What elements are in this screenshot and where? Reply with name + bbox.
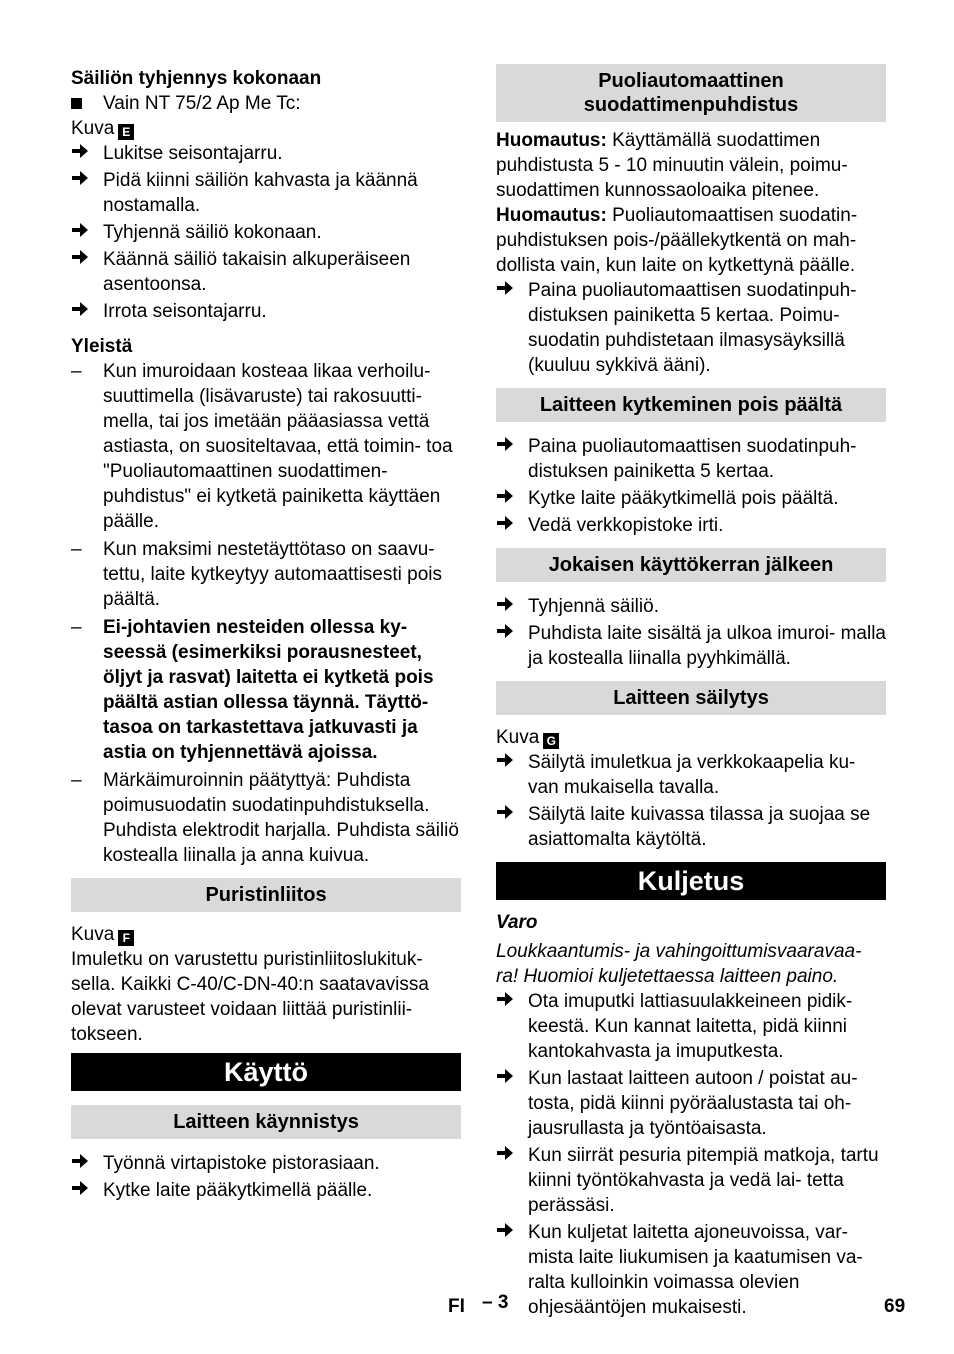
arrow-right-icon xyxy=(496,621,520,646)
clamp-connection-text: Imuletku on varustettu puristinliitoslukituk- sella. Kaikki C-40/C-DN-40:n saatavavissa olevat varusteet voidaan liittää puristinlii- tokseen. xyxy=(71,949,429,1045)
section-header-switch-off: Laitteen kytkeminen pois päältä xyxy=(496,388,886,422)
section-header-storage: Laitteen säilytys xyxy=(496,681,886,715)
caution-label: Varo xyxy=(496,912,538,933)
step-item: Työnnä virtapistoke pistorasiaan. xyxy=(71,1151,461,1176)
dash-bullet: – xyxy=(71,770,82,791)
section-header-semi-auto-filter-cleaning: Puoliautomaattinen suodattimenpuhdistus xyxy=(496,64,886,122)
step-list xyxy=(71,141,461,324)
note-paragraph: Huomautus: Käyttämällä suodattimen puhdistusta 5 - 10 minuutin välein, poimu- suodattimen kunnossaoloaika pitenee. xyxy=(496,130,848,201)
page-number: 69 xyxy=(884,1296,906,1317)
dash-item: – Kun maksimi nestetäyttötaso on saavu- tettu, laite kytkeytyy automaattisesti pois päältä. xyxy=(71,539,442,610)
arrow-right-icon xyxy=(496,1066,520,1091)
arrow-right-icon xyxy=(71,299,95,324)
figure-letter-badge: F xyxy=(118,930,134,946)
step-item: Kytke laite pääkytkimellä pois päältä. xyxy=(496,486,886,511)
step-item: Käännä säiliö takaisin alkuperäiseen asentoonsa. xyxy=(71,247,461,297)
dash-item: – Kun imuroidaan kosteaa likaa verhoilu- suuttimella (lisävaruste) tai rakosuutti- mella, tai jos imetään pääasiassa vettä astiasta, on suositeltavaa, että toimin- toa "Puoliautomaattinen suodattimen- puhdistus" ei kytketä painiketta käyttäen päälle. xyxy=(71,361,453,532)
chapter-header-transport: Kuljetus xyxy=(496,862,886,900)
note-label: Huomautus: xyxy=(496,130,607,151)
dash-bullet: – xyxy=(71,361,82,382)
arrow-right-icon xyxy=(496,1220,520,1245)
step-list xyxy=(496,594,886,671)
step-item: Irrota seisontajarru. xyxy=(71,299,461,324)
step-item: Paina puoliautomaattisen suodatinpuh- distuksen painiketta 5 kertaa. Poimu- suodatin puhdistetaan ilmasysäyksillä (kuuluu sykkivä ääni). xyxy=(496,278,886,378)
arrow-right-icon xyxy=(71,220,95,245)
note-paragraph: Huomautus: Puoliautomaattisen suodatin- puhdistuksen pois-/päällekytkentä on mah- dollista vain, kun laite on kytkettynä päälle. xyxy=(496,205,858,276)
section-number: – 3 xyxy=(482,1292,509,1313)
step-item: Kun kuljetat laitetta ajoneuvoissa, var- mista laite liukumisen ja kaatumisen va- ralta kulloinkin voimassa olevien ohjesääntöjen mukaisesti. xyxy=(496,1220,886,1320)
step-item: Tyhjennä säiliö. xyxy=(496,594,886,619)
step-item: Kytke laite pääkytkimellä päälle. xyxy=(71,1178,461,1203)
dash-bullet: – xyxy=(71,539,82,560)
dash-bullet: – xyxy=(71,617,82,638)
chapter-header-operation: Käyttö xyxy=(71,1053,461,1091)
step-list xyxy=(71,1151,461,1203)
square-bullet-icon xyxy=(71,91,95,116)
figure-reference: Kuva F xyxy=(71,922,461,947)
step-item: Puhdista laite sisältä ja ulkoa imuroi- malla ja kostealla liinalla pyyhkimällä. xyxy=(496,621,886,671)
step-list xyxy=(496,750,886,852)
section-header-startup: Laitteen käynnistys xyxy=(71,1105,461,1139)
figure-letter-badge: G xyxy=(543,733,559,749)
section-title-tank-emptying: Säiliön tyhjennys kokonaan xyxy=(71,68,322,89)
step-item: Kun lastaat laitteen autoon / poistat au- tosta, pidä kiinni pyöräalustasta tai oh- jausrullasta ja työntöaisasta. xyxy=(496,1066,886,1141)
arrow-right-icon xyxy=(496,486,520,511)
dash-list xyxy=(71,359,461,868)
step-item: Ota imuputki lattiasuulakkeineen pidik- keestä. Kun kannat laitetta, pidä kiinni kantokahvasta ja imuputkesta. xyxy=(496,989,886,1064)
arrow-right-icon xyxy=(496,802,520,827)
section-title-general: Yleistä xyxy=(71,336,133,357)
step-item: Säilytä laite kuivassa tilassa ja suojaa se asiattomalta käytöltä. xyxy=(496,802,886,852)
step-item: Kun siirrät pesuria pitempiä matkoja, tartu kiinni työntökahvasta ja vedä lai- tetta perässäsi. xyxy=(496,1143,886,1218)
figure-reference: Kuva G xyxy=(496,725,886,750)
arrow-right-icon xyxy=(71,247,95,272)
dash-item: – Ei-johtavien nesteiden ollessa ky- seessä (esimerkiksi porausnesteet, öljyt ja rasvat) laitetta ei kytketä pois päältä astian ollessa täynnä. Täyttö- tasoa on tarkastettava jatkuvasti ja astia on tyhjennettävä ajoissa. xyxy=(71,617,434,763)
arrow-right-icon xyxy=(496,594,520,619)
section-header-clamp-connection: Puristinliitos xyxy=(71,878,461,912)
note-label: Huomautus: xyxy=(496,205,607,226)
arrow-right-icon xyxy=(71,1151,95,1176)
page-footer xyxy=(0,1292,954,1326)
step-item: Pidä kiinni säiliön kahvasta ja käännä nostamalla. xyxy=(71,168,461,218)
step-item: Paina puoliautomaattisen suodatinpuh- distuksen painiketta 5 kertaa. xyxy=(496,434,886,484)
step-item: Vedä verkkopistoke irti. xyxy=(496,513,886,538)
step-item: Tyhjennä säiliö kokonaan. xyxy=(71,220,461,245)
arrow-right-icon xyxy=(496,750,520,775)
language-code: FI xyxy=(448,1296,465,1317)
right-column xyxy=(496,64,886,1320)
arrow-right-icon xyxy=(71,141,95,166)
dash-item: – Märkäimuroinnin päätyttyä: Puhdista poimusuodatin suodatinpuhdistuksella. Puhdista elektrodit harjalla. Puhdista säiliö kostealla liinalla ja anna kuivua. xyxy=(71,770,459,866)
step-item: Lukitse seisontajarru. xyxy=(71,141,461,166)
figure-reference: Kuva E xyxy=(71,116,461,141)
caution-text: Loukkaantumis- ja vahingoittumisvaaravaa- ra! Huomioi kuljetettaessa laitteen paino. xyxy=(496,941,862,987)
arrow-right-icon xyxy=(496,513,520,538)
arrow-right-icon xyxy=(496,989,520,1014)
arrow-right-icon xyxy=(71,168,95,193)
figure-letter-badge: E xyxy=(118,124,134,140)
step-list xyxy=(496,434,886,538)
arrow-right-icon xyxy=(71,1178,95,1203)
arrow-right-icon xyxy=(496,1143,520,1168)
step-list xyxy=(496,989,886,1320)
step-item: Säilytä imuletkua ja verkkokaapelia ku- van mukaisella tavalla. xyxy=(496,750,886,800)
left-column xyxy=(71,64,461,1203)
arrow-right-icon xyxy=(496,278,520,303)
arrow-right-icon xyxy=(496,434,520,459)
section-header-after-each-use: Jokaisen käyttökerran jälkeen xyxy=(496,548,886,582)
square-bullet-item: Vain NT 75/2 Ap Me Tc: xyxy=(71,91,461,116)
